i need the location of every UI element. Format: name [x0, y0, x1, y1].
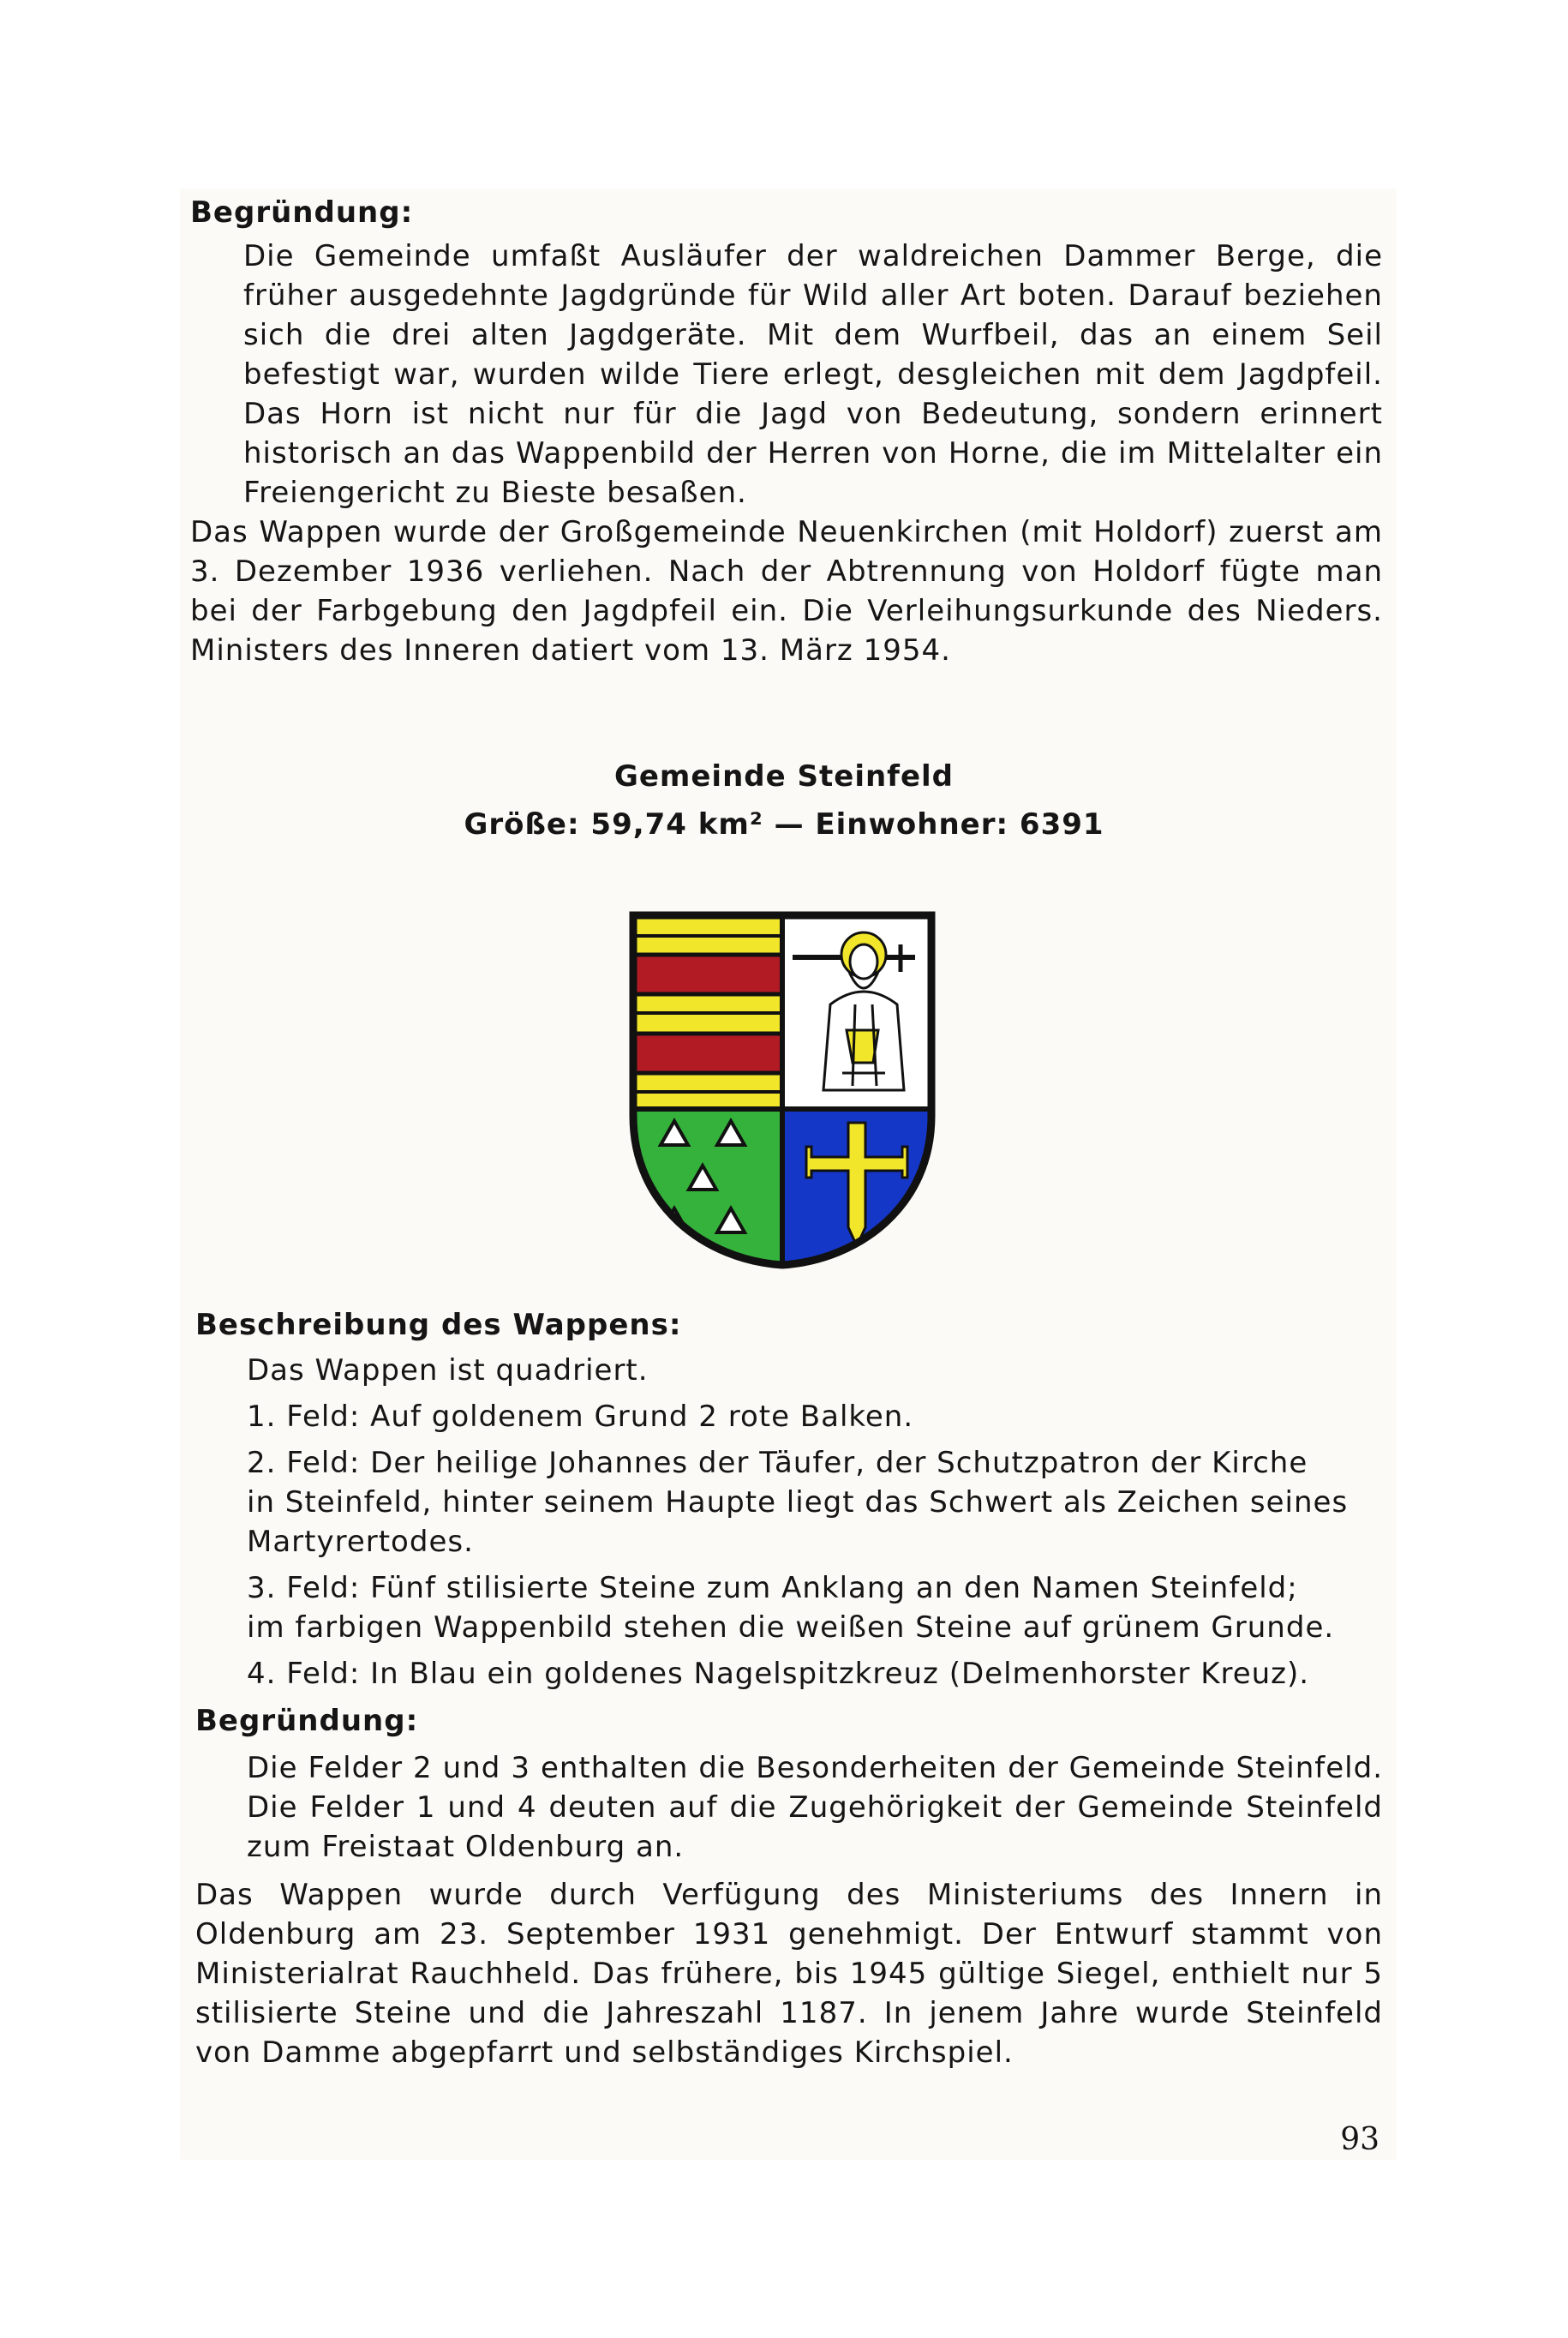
section1-body: Die Gemeinde umfaßt Ausläufer der waldreichen Dammer Berge, die früher ausgedehnte Jagdgründe für Wild aller Art boten. Darauf beziehen sich die drei alten Jagdgeräte. Mit dem Wurfbeil, das an einem Seil befestigt war, wurden wilde Tiere erlegt, desgleichen mit dem Jagdpfeil. Das Horn ist nicht nur für die Jagd von Bedeutung, sondern erinnert historisch an das Wappenbild der Herren von Horne, die im Mittelalter ein Freiengericht zu Bieste besaßen.	[243, 239, 1383, 510]
section2-heading: Begründung:	[195, 1704, 419, 1738]
description-intro: Das Wappen ist quadriert.	[247, 1353, 649, 1388]
municipality-stats: Größe: 59,74 km² — Einwohner: 6391	[464, 807, 1104, 842]
section1-paragraph: Das Wappen wurde der Großgemeinde Neuenkirchen (mit Holdorf) zuerst am 3. Dezember 1936 verliehen. Nach der Abtrennung von Holdorf fügte man bei der Farbgebung den Jagdpfeil ein. Die Verleihungsurkunde des Nieders. Ministers des Inneren datiert vom 13. März 1954.	[190, 515, 1383, 668]
coat-of-arms	[628, 910, 937, 1270]
description-field1: 1. Feld: Auf goldenem Grund 2 rote Balken.	[247, 1400, 914, 1434]
section2-paragraph: Das Wappen wurde durch Verfügung des Ministeriums des Innern in Oldenburg am 23. September 1931 genehmigt. Der Entwurf stammt von Ministerialrat Rauchheld. Das frühere, bis 1945 gültige Siegel, enthielt nur 5 stilisierte Steine und die Jahreszahl 1187. In jenem Jahre wurde Steinfeld von Damme abgepfarrt und selbständiges Kirchspiel.	[195, 1878, 1383, 2070]
section2-body: Die Felder 2 und 3 enthalten die Besonderheiten der Gemeinde Steinfeld. Die Felder 1 und 4 deuten auf die Zugehörigkeit der Gemeinde Steinfeld zum Freistaat Oldenburg an.	[247, 1751, 1383, 1864]
municipality-name: Gemeinde Steinfeld	[613, 759, 955, 794]
section1-heading: Begründung:	[190, 195, 414, 230]
description-field2-line1: 2. Feld: Der heilige Johannes der Täufer, der Schutzpatron der Kirche	[247, 1446, 1308, 1480]
page-number: 93	[1340, 2122, 1379, 2157]
description-field2-line3: Martyrertodes.	[247, 1525, 474, 1559]
description-field3-line1: 3. Feld: Fünf stilisierte Steine zum Anklang an den Namen Steinfeld;	[247, 1571, 1298, 1605]
quarter1-red-bar-1	[633, 955, 782, 994]
description-field3-line2: im farbigen Wappenbild stehen die weißen Steine auf grünem Grunde.	[247, 1610, 1335, 1645]
description-field4: 4. Feld: In Blau ein goldenes Nagelspitzkreuz (Delmenhorster Kreuz).	[247, 1657, 1310, 1691]
quarter1-red-bar-2	[633, 1034, 782, 1073]
description-heading: Beschreibung des Wappens:	[195, 1308, 682, 1342]
description-field2-line2: in Steinfeld, hinter seinem Haupte liegt das Schwert als Zeichen seines	[247, 1485, 1349, 1520]
